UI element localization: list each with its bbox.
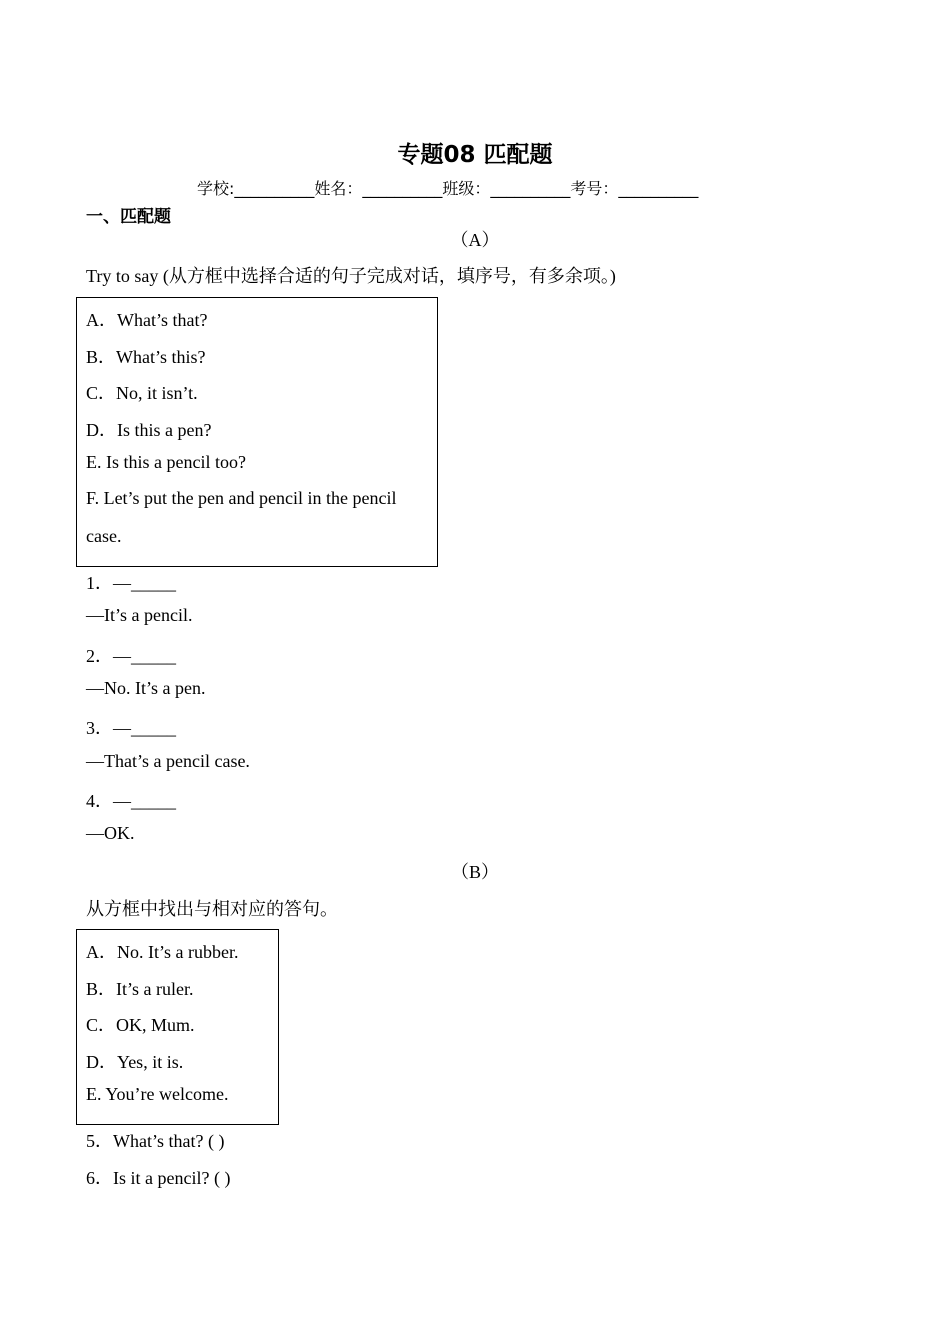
question-line: 3．—_____ <box>86 718 176 739</box>
section-heading: 一、匹配题 <box>86 207 171 227</box>
page-title: 专题08 匹配题 <box>397 142 553 168</box>
part-a-instruction: Try to say (从方框中选择合适的句子完成对话，填序号，有多余项。) <box>86 266 616 286</box>
option-item: A．No. It’s a rubber. <box>86 942 239 962</box>
option-item: C．OK, Mum. <box>86 1015 195 1036</box>
question-line: 5．What’s that? ( ) <box>86 1131 225 1151</box>
question-line: —No. It’s a pen. <box>86 677 206 698</box>
option-item: E. Is this a pencil too? <box>86 452 246 472</box>
part-a-label: （A） <box>450 230 500 250</box>
question-line: 2．—_____ <box>86 645 176 666</box>
question-line: —It’s a pencil. <box>86 605 193 626</box>
question-line: 4．—_____ <box>86 790 176 811</box>
question-line: —OK. <box>86 823 135 844</box>
option-item: E. You’re welcome. <box>86 1084 229 1105</box>
part-b-instruction: 从方框中找出与相对应的答句。 <box>86 899 338 919</box>
option-item: case. <box>86 526 122 546</box>
option-item: A．What’s that? <box>86 310 208 330</box>
option-item: F. Let’s put the pen and pencil in the pencil <box>86 488 397 508</box>
question-line: —That’s a pencil case. <box>86 750 250 771</box>
question-line: 6．Is it a pencil? ( ) <box>86 1168 231 1188</box>
question-line: 1．—_____ <box>86 573 176 593</box>
option-item: C．No, it isn’t. <box>86 383 198 403</box>
part-b-label: （B） <box>450 862 499 882</box>
option-item: B．What’s this? <box>86 347 206 367</box>
option-item: B．It’s a ruler. <box>86 978 194 999</box>
option-item: D．Is this a pen? <box>86 420 212 440</box>
option-item: D．Yes, it is. <box>86 1051 184 1072</box>
student-info-line: 学校:__________姓名：__________班级：__________考号：__________ <box>197 179 699 198</box>
